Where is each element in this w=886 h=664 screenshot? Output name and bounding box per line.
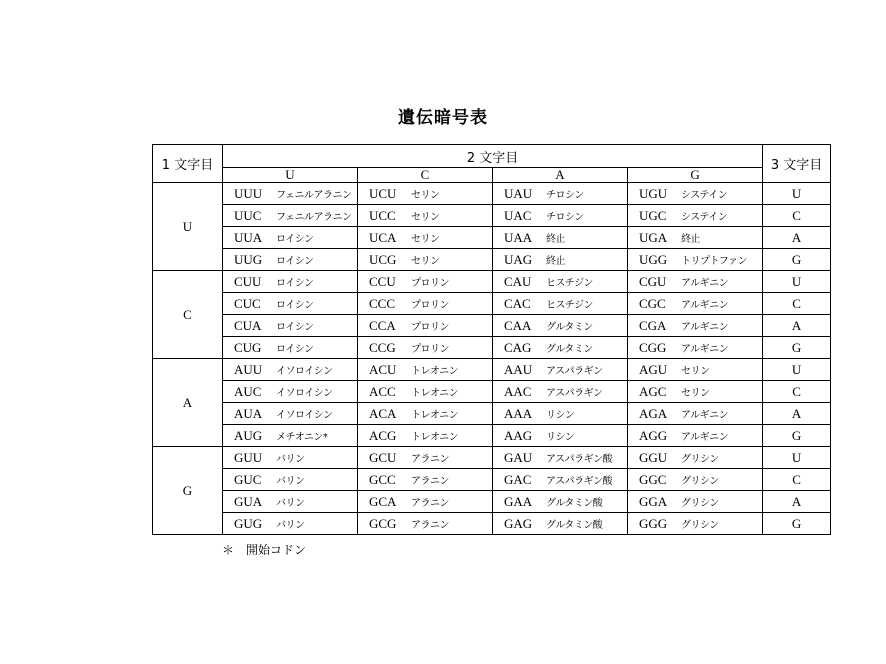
codon-cell — [628, 359, 763, 381]
codon: GAG — [504, 515, 533, 531]
codon-cell — [358, 293, 493, 315]
amino-acid: リシン — [546, 431, 575, 443]
table-row — [153, 469, 831, 491]
codon-cell — [358, 359, 493, 381]
amino-acid: アスパラギン — [546, 387, 603, 399]
amino-acid: セリン — [411, 255, 440, 267]
amino-acid: イソロイシン — [276, 387, 333, 399]
codon-cell — [223, 183, 358, 205]
amino-acid: システイン — [681, 189, 728, 201]
codon: UUU — [234, 185, 263, 201]
amino-acid: バリン — [276, 497, 305, 509]
amino-acid: チロシン — [546, 211, 584, 223]
codon-cell — [493, 491, 628, 513]
amino-acid: アラニン — [411, 453, 449, 465]
codon: UCA — [369, 229, 397, 245]
codon: CAC — [504, 295, 531, 311]
table-row — [153, 381, 831, 403]
codon-cell — [358, 425, 493, 447]
codon: GUC — [234, 471, 262, 487]
amino-acid: グリシン — [681, 475, 719, 487]
table-row — [153, 205, 831, 227]
codon: UGU — [639, 185, 668, 201]
amino-acid: グルタミン — [546, 343, 593, 355]
codon-cell — [628, 205, 763, 227]
codon-cell — [493, 249, 628, 271]
codon-cell — [358, 337, 493, 359]
codon: UAU — [504, 185, 533, 201]
codon-cell — [628, 337, 763, 359]
codon: GUG — [234, 515, 263, 531]
codon: CGC — [639, 295, 666, 311]
amino-acid: バリン — [276, 475, 305, 487]
codon-cell — [223, 359, 358, 381]
codon: GUA — [234, 493, 263, 509]
table-row — [153, 337, 831, 359]
amino-acid: フェニルアラニン — [276, 211, 352, 223]
genetic-code-table — [152, 144, 831, 535]
codon: AGC — [639, 383, 667, 399]
codon-cell — [628, 249, 763, 271]
codon: UAC — [504, 207, 532, 223]
codon-cell — [223, 469, 358, 491]
codon-cell — [493, 227, 628, 249]
codon-cell — [223, 271, 358, 293]
amino-acid: イソロイシン — [276, 409, 333, 421]
amino-acid: ヒスチジン — [546, 299, 593, 311]
codon-cell — [493, 359, 628, 381]
codon-cell — [358, 447, 493, 469]
table-row — [153, 249, 831, 271]
third-base-cell: U — [763, 359, 831, 381]
codon: GGU — [639, 449, 668, 465]
codon: CCG — [369, 339, 396, 355]
codon-cell — [358, 491, 493, 513]
amino-acid: ロイシン — [276, 299, 314, 311]
amino-acid: フェニルアラニン — [276, 189, 352, 201]
codon: AAA — [504, 405, 533, 421]
amino-acid: グルタミン酸 — [546, 519, 603, 531]
codon-cell — [358, 469, 493, 491]
codon: GAU — [504, 449, 533, 465]
amino-acid: グリシン — [681, 453, 719, 465]
amino-acid: トレオニン — [411, 387, 459, 399]
table-row — [153, 183, 831, 205]
codon: AUU — [234, 361, 263, 377]
codon: ACC — [369, 383, 396, 399]
codon: UAA — [504, 229, 533, 245]
second-base-header: A — [493, 168, 628, 183]
amino-acid: アラニン — [411, 475, 449, 487]
second-base-header: C — [358, 168, 493, 183]
codon-cell — [493, 315, 628, 337]
third-base-cell: G — [763, 425, 831, 447]
third-base-cell: A — [763, 227, 831, 249]
third-base-cell: G — [763, 513, 831, 535]
codon: AAC — [504, 383, 532, 399]
codon-cell — [628, 513, 763, 535]
codon: UCU — [369, 185, 397, 201]
amino-acid: リシン — [546, 409, 575, 421]
first-letter-header: 1 文字目 — [153, 145, 223, 183]
third-base-cell: G — [763, 249, 831, 271]
codon-cell — [493, 293, 628, 315]
codon: GGC — [639, 471, 667, 487]
first-base-cell: U — [153, 183, 223, 271]
codon: AUC — [234, 383, 262, 399]
codon: AUA — [234, 405, 263, 421]
codon-cell — [223, 227, 358, 249]
codon-cell — [493, 337, 628, 359]
amino-acid: グルタミン — [546, 321, 593, 333]
codon-cell — [493, 183, 628, 205]
amino-acid: アルギニン — [681, 343, 729, 355]
amino-acid: セリン — [411, 211, 440, 223]
footnote: ＊ 開始コドン — [222, 543, 307, 557]
codon-cell — [628, 447, 763, 469]
codon: CAU — [504, 273, 532, 289]
codon: GAC — [504, 471, 532, 487]
codon-cell — [493, 513, 628, 535]
table-row — [153, 315, 831, 337]
amino-acid: トリプトファン — [681, 255, 747, 267]
amino-acid: バリン — [276, 519, 305, 531]
third-base-cell: U — [763, 271, 831, 293]
first-base-cell: A — [153, 359, 223, 447]
table-row — [153, 359, 831, 381]
codon: AGG — [639, 427, 668, 443]
amino-acid: グルタミン酸 — [546, 497, 603, 509]
codon-cell — [628, 425, 763, 447]
codon: UUC — [234, 207, 262, 223]
codon-cell — [628, 293, 763, 315]
amino-acid: ロイシン — [276, 277, 314, 289]
codon-cell — [223, 337, 358, 359]
third-base-cell: U — [763, 183, 831, 205]
amino-acid: セリン — [411, 189, 440, 201]
amino-acid: アラニン — [411, 497, 449, 509]
amino-acid: プロリン — [411, 277, 449, 289]
amino-acid: ロイシン — [276, 343, 314, 355]
codon: UGG — [639, 251, 668, 267]
amino-acid: イソロイシン — [276, 365, 333, 377]
codon: CUC — [234, 295, 261, 311]
codon-cell — [358, 315, 493, 337]
codon-cell — [223, 491, 358, 513]
codon: AUG — [234, 427, 263, 443]
amino-acid: アスパラギン — [546, 365, 603, 377]
codon: CAG — [504, 339, 532, 355]
amino-acid: ヒスチジン — [546, 277, 593, 289]
codon-cell — [358, 381, 493, 403]
amino-acid: アルギニン — [681, 321, 729, 333]
table-row — [153, 513, 831, 535]
codon: UUA — [234, 229, 263, 245]
codon-cell — [223, 403, 358, 425]
amino-acid: バリン — [276, 453, 305, 465]
table-row — [153, 425, 831, 447]
amino-acid: アルギニン — [681, 409, 729, 421]
codon-cell — [628, 227, 763, 249]
codon-cell — [628, 183, 763, 205]
amino-acid: 終止 — [546, 255, 565, 267]
codon-cell — [358, 183, 493, 205]
codon-cell — [223, 513, 358, 535]
codon-cell — [493, 381, 628, 403]
third-base-cell: G — [763, 337, 831, 359]
amino-acid: チロシン — [546, 189, 584, 201]
codon: AGU — [639, 361, 668, 377]
amino-acid: ロイシン — [276, 321, 314, 333]
codon: GCG — [369, 515, 397, 531]
codon: CCA — [369, 317, 396, 333]
codon: GCA — [369, 493, 397, 509]
codon: GAA — [504, 493, 533, 509]
codon-cell — [223, 447, 358, 469]
table-row — [153, 447, 831, 469]
second-base-header: G — [628, 168, 763, 183]
amino-acid: セリン — [681, 365, 710, 377]
codon: AAG — [504, 427, 533, 443]
codon: UGC — [639, 207, 667, 223]
third-base-cell: U — [763, 447, 831, 469]
codon-cell — [223, 381, 358, 403]
codon-cell — [358, 249, 493, 271]
codon: AAU — [504, 361, 533, 377]
third-base-cell: C — [763, 293, 831, 315]
codon-cell — [358, 227, 493, 249]
codon: GGA — [639, 493, 668, 509]
table-row — [153, 491, 831, 513]
third-base-cell: C — [763, 205, 831, 227]
second-letter-header: 2 文字目 — [223, 145, 763, 168]
amino-acid: トレオニン — [411, 431, 459, 443]
codon: CGA — [639, 317, 667, 333]
codon-cell — [358, 403, 493, 425]
amino-acid: トレオニン — [411, 409, 459, 421]
first-base-cell: G — [153, 447, 223, 535]
page-title: 遺伝暗号表 — [398, 108, 488, 128]
amino-acid: ロイシン — [276, 255, 314, 267]
third-base-cell: A — [763, 403, 831, 425]
third-base-cell: A — [763, 491, 831, 513]
amino-acid: 終止 — [681, 233, 700, 245]
codon: CGG — [639, 339, 667, 355]
codon: GUU — [234, 449, 263, 465]
codon: UCG — [369, 251, 397, 267]
amino-acid: プロリン — [411, 321, 449, 333]
codon-cell — [358, 205, 493, 227]
codon-cell — [493, 469, 628, 491]
amino-acid: 終止 — [546, 233, 565, 245]
codon: ACG — [369, 427, 397, 443]
codon: CCU — [369, 273, 396, 289]
codon: UUG — [234, 251, 263, 267]
third-base-cell: C — [763, 469, 831, 491]
codon-cell — [628, 469, 763, 491]
codon: GCU — [369, 449, 397, 465]
codon: UAG — [504, 251, 533, 267]
amino-acid: セリン — [411, 233, 440, 245]
codon: UCC — [369, 207, 396, 223]
codon: CGU — [639, 273, 667, 289]
codon-cell — [493, 425, 628, 447]
codon: AGA — [639, 405, 668, 421]
amino-acid: アルギニン — [681, 299, 729, 311]
codon-cell — [358, 271, 493, 293]
amino-acid: アスパラギン酸 — [546, 475, 612, 487]
third-letter-header: 3 文字目 — [763, 145, 831, 183]
codon-cell — [628, 403, 763, 425]
codon: GCC — [369, 471, 396, 487]
amino-acid: アルギニン — [681, 277, 729, 289]
codon: ACU — [369, 361, 397, 377]
codon: CAA — [504, 317, 532, 333]
codon-cell — [628, 491, 763, 513]
third-base-cell: C — [763, 381, 831, 403]
third-base-cell: A — [763, 315, 831, 337]
amino-acid: プロリン — [411, 299, 449, 311]
second-base-header: U — [223, 168, 358, 183]
codon-cell — [223, 205, 358, 227]
amino-acid: グリシン — [681, 497, 719, 509]
codon-cell — [493, 205, 628, 227]
amino-acid: メチオニン* — [276, 431, 328, 443]
codon-cell — [358, 513, 493, 535]
codon: ACA — [369, 405, 397, 421]
codon: CUG — [234, 339, 262, 355]
amino-acid: プロリン — [411, 343, 449, 355]
codon: CCC — [369, 295, 396, 311]
codon: UGA — [639, 229, 668, 245]
codon-cell — [628, 381, 763, 403]
codon-cell — [223, 315, 358, 337]
amino-acid: ロイシン — [276, 233, 314, 245]
codon-cell — [493, 271, 628, 293]
first-base-cell: C — [153, 271, 223, 359]
amino-acid: アスパラギン酸 — [546, 453, 612, 465]
table-row — [153, 293, 831, 315]
amino-acid: アラニン — [411, 519, 449, 531]
amino-acid: システイン — [681, 211, 728, 223]
codon-cell — [628, 271, 763, 293]
codon-cell — [223, 425, 358, 447]
table-row — [153, 271, 831, 293]
amino-acid: セリン — [681, 387, 710, 399]
codon-cell — [493, 447, 628, 469]
table-row — [153, 403, 831, 425]
codon: CUU — [234, 273, 262, 289]
codon-cell — [223, 249, 358, 271]
codon: GGG — [639, 515, 668, 531]
amino-acid: アルギニン — [681, 431, 729, 443]
amino-acid: グリシン — [681, 519, 719, 531]
codon-cell — [223, 293, 358, 315]
codon-cell — [628, 315, 763, 337]
codon-cell — [493, 403, 628, 425]
amino-acid: トレオニン — [411, 365, 459, 377]
codon: CUA — [234, 317, 262, 333]
table-row — [153, 227, 831, 249]
